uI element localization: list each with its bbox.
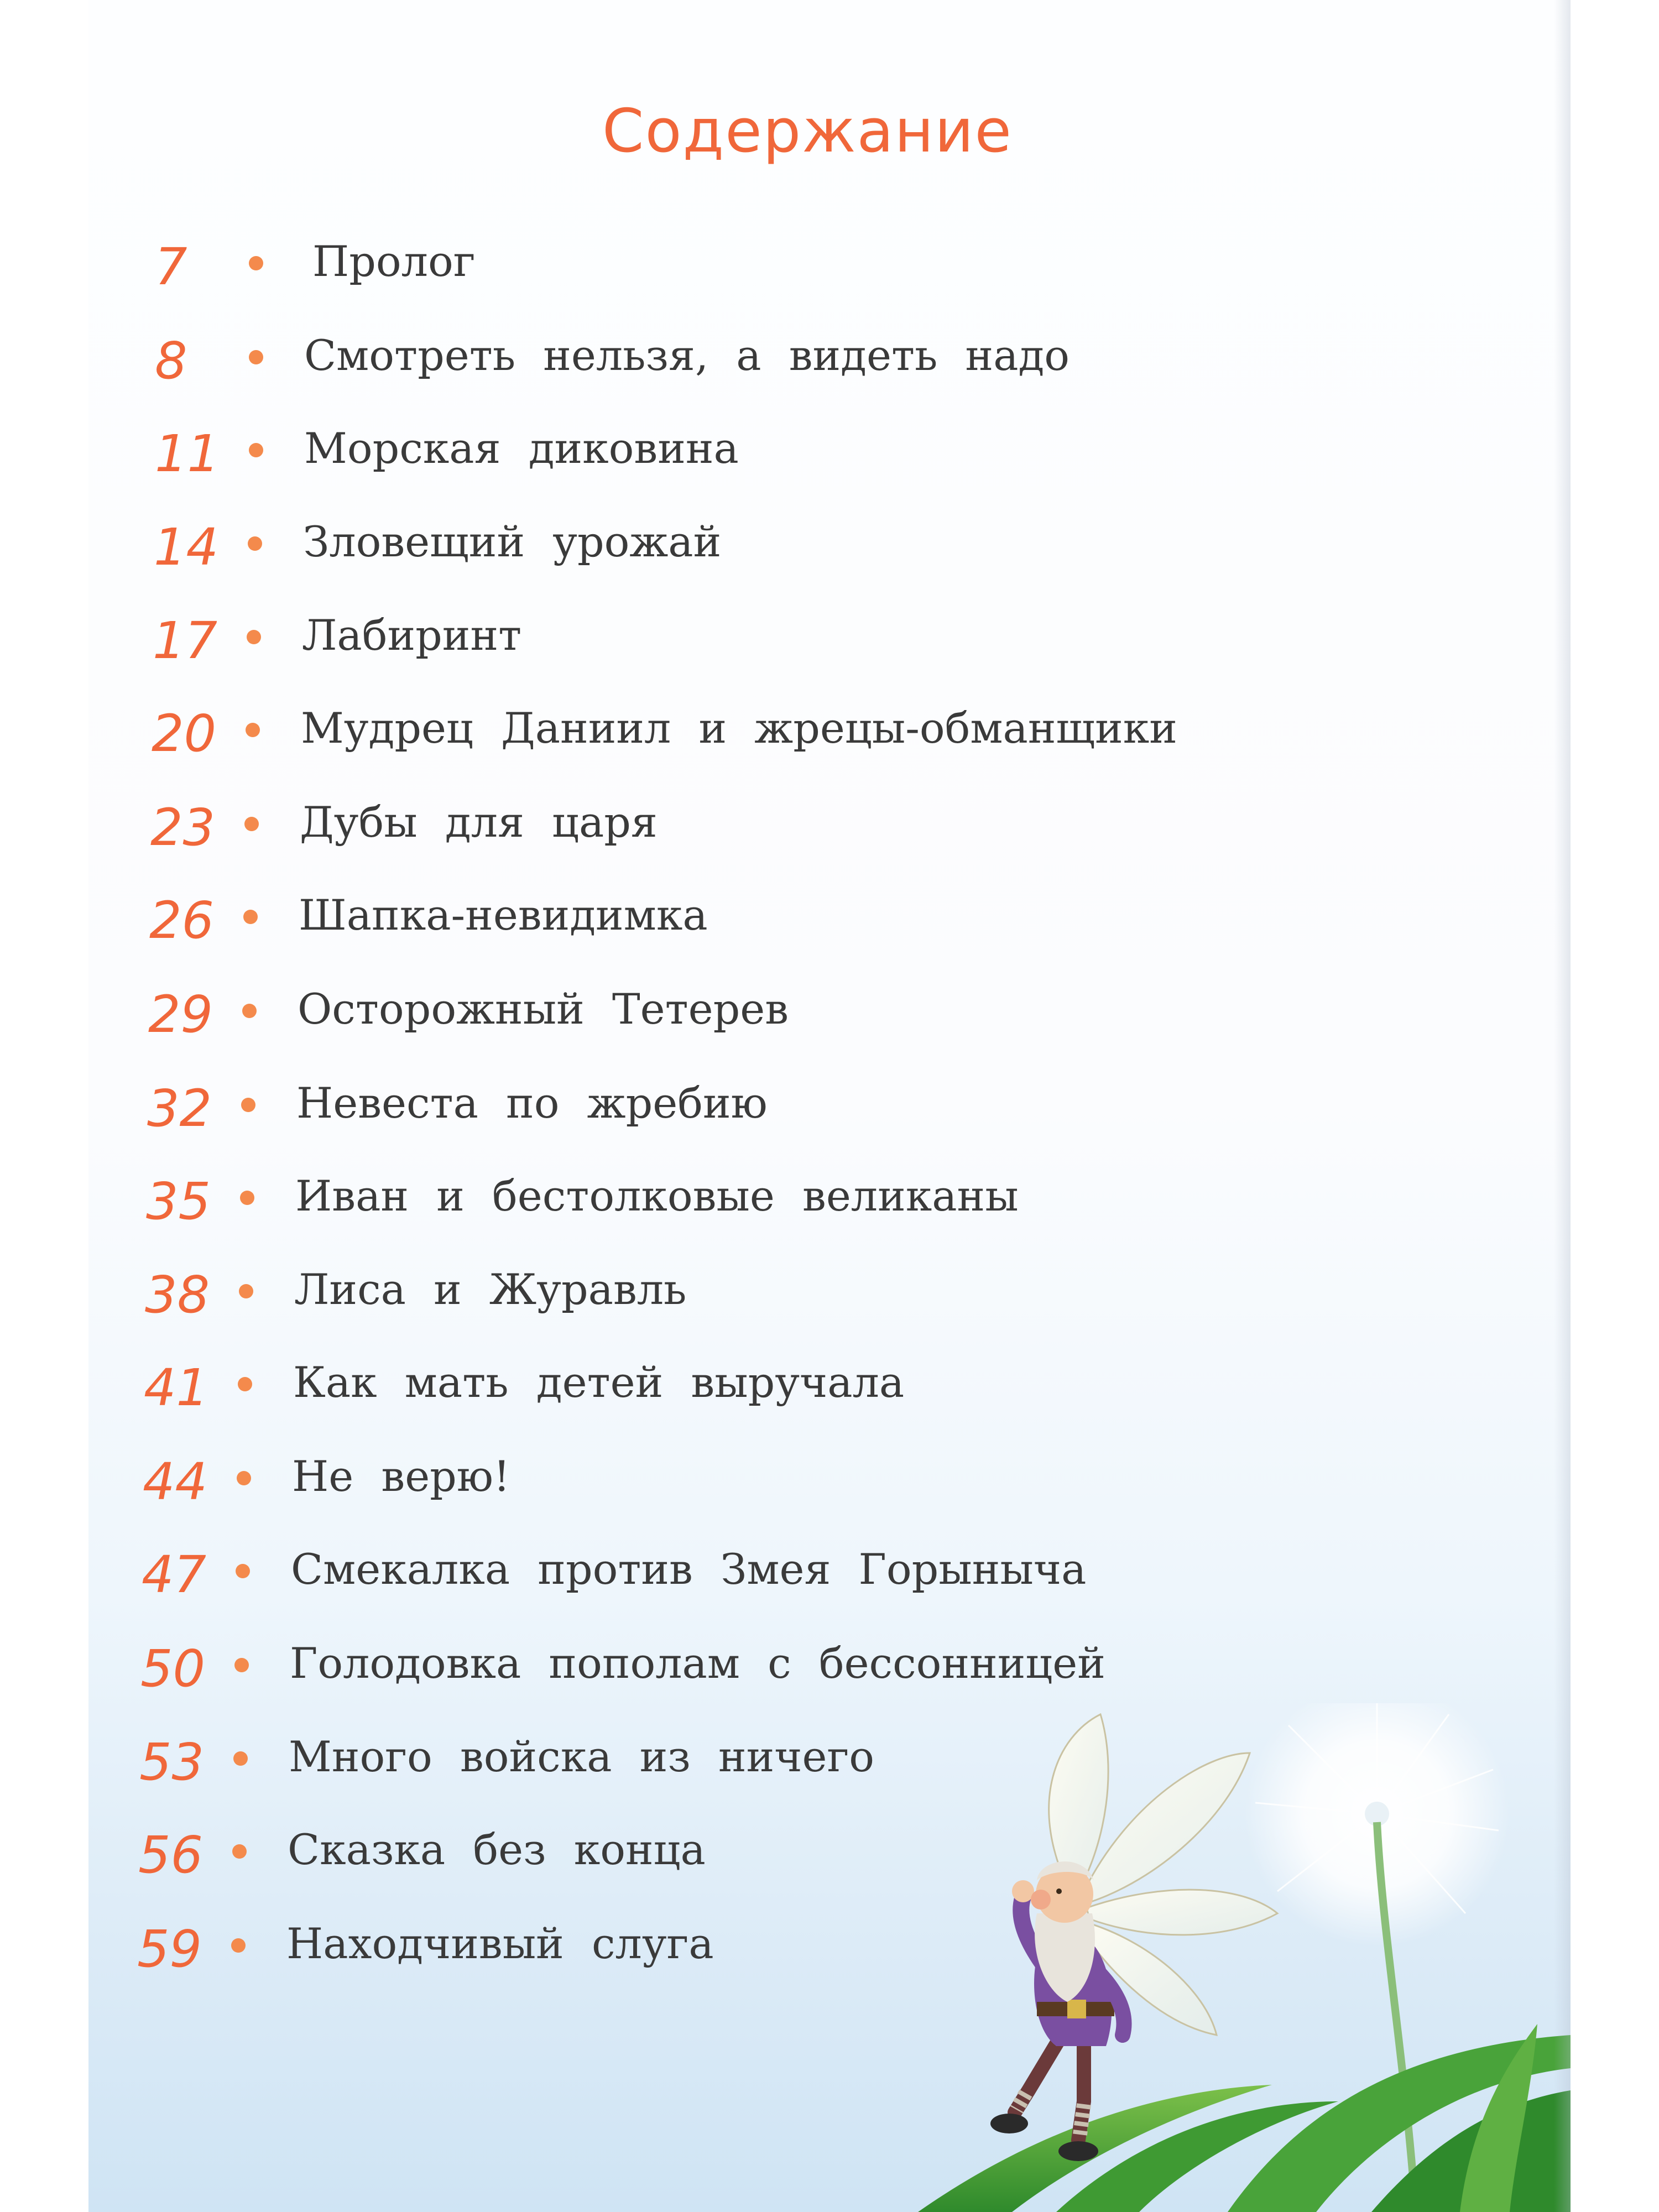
bullet-icon	[231, 1938, 246, 1953]
bullet-icon	[236, 1564, 250, 1578]
bullet-icon	[237, 1471, 251, 1485]
toc-entry-title: Лабиринт	[302, 611, 522, 660]
bullet-icon	[249, 443, 263, 457]
toc-page-number: 20	[152, 704, 217, 763]
toc-entry-title: Пролог	[312, 237, 476, 286]
toc-entry-title: Лиса и Журавль	[294, 1265, 687, 1314]
toc-page-number: 59	[137, 1919, 202, 1979]
toc-entry-title: Шапка-невидимка	[299, 890, 708, 940]
toc-page-number: 26	[149, 891, 215, 950]
toc-entry-title: Невеста по жребию	[296, 1078, 768, 1128]
toc-page-number: 50	[140, 1639, 206, 1698]
toc-entry-title: Дубы для царя	[300, 797, 658, 847]
toc-entry-title: Мудрец Даниил и жрецы-обманщики	[301, 703, 1177, 753]
toc-entry-title: Смекалка против Змея Горыныча	[291, 1545, 1087, 1594]
bullet-icon	[241, 1098, 255, 1112]
page-title: Содержание	[602, 97, 1013, 166]
toc-entry-title: Смотреть нельзя, а видеть надо	[304, 331, 1070, 380]
bullet-icon	[247, 630, 261, 644]
toc-page-number: 11	[155, 424, 220, 483]
toc-page-number: 23	[150, 798, 216, 857]
toc-page-number: 53	[139, 1733, 205, 1792]
toc-page-number: 17	[153, 611, 218, 670]
toc-entry-title: Морская диковина	[304, 424, 739, 473]
toc-page-number: 29	[148, 985, 213, 1044]
toc-entry-title: Голодовка пополам с бессонницей	[290, 1639, 1105, 1688]
toc-page-number: 47	[142, 1545, 207, 1604]
bullet-icon	[240, 1191, 254, 1205]
toc-entry-title: Как мать детей выручала	[293, 1358, 905, 1407]
bullet-icon	[233, 1751, 248, 1766]
bullet-icon	[238, 1377, 252, 1391]
toc-page-number: 41	[144, 1358, 209, 1417]
bullet-icon	[232, 1844, 247, 1859]
toc-entry-title: Находчивый слуга	[286, 1919, 714, 1968]
toc-page-number: 44	[143, 1452, 208, 1511]
toc-page-number: 56	[138, 1825, 204, 1885]
toc-page-number: 35	[146, 1172, 211, 1231]
bullet-icon	[234, 1658, 249, 1672]
toc-entry-title: Сказка без конца	[288, 1825, 706, 1874]
bullet-icon	[248, 536, 262, 551]
bullet-icon	[246, 723, 260, 737]
toc-page-number: 38	[145, 1265, 210, 1324]
toc-page-number: 32	[147, 1079, 212, 1138]
toc-entry-title: Зловещий урожай	[303, 517, 722, 566]
dandelion-fairy-gnome-illustration	[918, 1703, 1571, 2212]
bullet-icon	[243, 910, 258, 924]
toc-entry-title: Иван и бестолковые великаны	[295, 1171, 1019, 1220]
toc-page-number: 14	[154, 518, 219, 577]
bullet-icon	[239, 1284, 253, 1298]
toc-entry-title: Не верю!	[292, 1452, 510, 1501]
toc-entry-title: Осторожный Тетерев	[298, 984, 789, 1034]
toc-entry-title: Много войска из ничего	[289, 1732, 875, 1781]
bullet-icon	[249, 256, 263, 270]
book-page	[88, 0, 1571, 2212]
bullet-icon	[242, 1004, 257, 1018]
toc-page-number: 8	[155, 331, 187, 390]
toc-page-number: 7	[155, 237, 187, 296]
bullet-icon	[249, 350, 263, 364]
bullet-icon	[244, 817, 259, 831]
